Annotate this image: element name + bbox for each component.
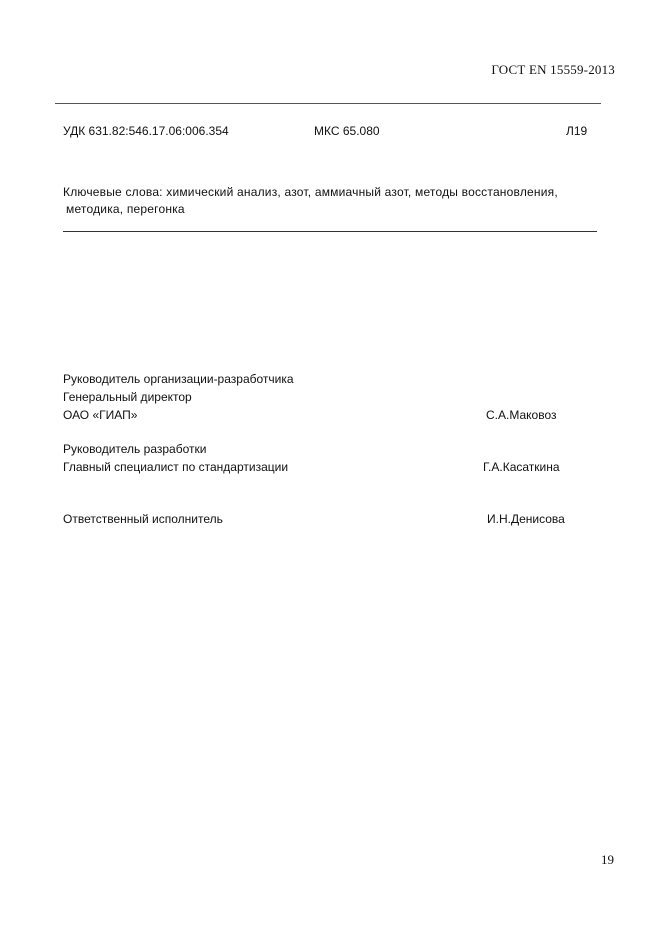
page-number: 19 [601, 852, 614, 867]
dev-head-title: Главный специалист по стандартизации [63, 460, 289, 474]
keywords-divider [63, 231, 597, 232]
dev-head-role: Руководитель разработки [63, 442, 207, 456]
signature-org-head [63, 370, 583, 424]
org-head-name: С.А.Маковоз [486, 408, 557, 422]
keywords-line-2: методика, перегонка [66, 202, 185, 216]
executor-name: И.Н.Денисова [487, 512, 565, 526]
header-divider [55, 103, 601, 104]
dev-head-name: Г.А.Касаткина [483, 460, 560, 474]
mks-code: МКС 65.080 [314, 124, 380, 138]
executor-role: Ответственный исполнитель [63, 512, 223, 526]
org-head-row [63, 406, 583, 424]
executor-row [63, 510, 583, 528]
keywords [63, 184, 611, 218]
keywords-line-1: Ключевые слова: химический анализ, азот, аммиачный азот, методы восстановления, [63, 185, 558, 199]
org-head-role: Руководитель организации-разработчика [63, 372, 294, 386]
dev-head-row [63, 458, 583, 476]
org-head-title: Генеральный директор [63, 390, 192, 404]
signature-executor [63, 510, 583, 528]
standard-code: ГОСТ EN 15559-2013 [491, 62, 615, 77]
group-code: Л19 [566, 124, 588, 138]
signature-dev-head [63, 440, 583, 476]
udk-code: УДК 631.82:546.17.06:006.354 [63, 124, 229, 138]
org-name: ОАО «ГИАП» [63, 408, 138, 422]
